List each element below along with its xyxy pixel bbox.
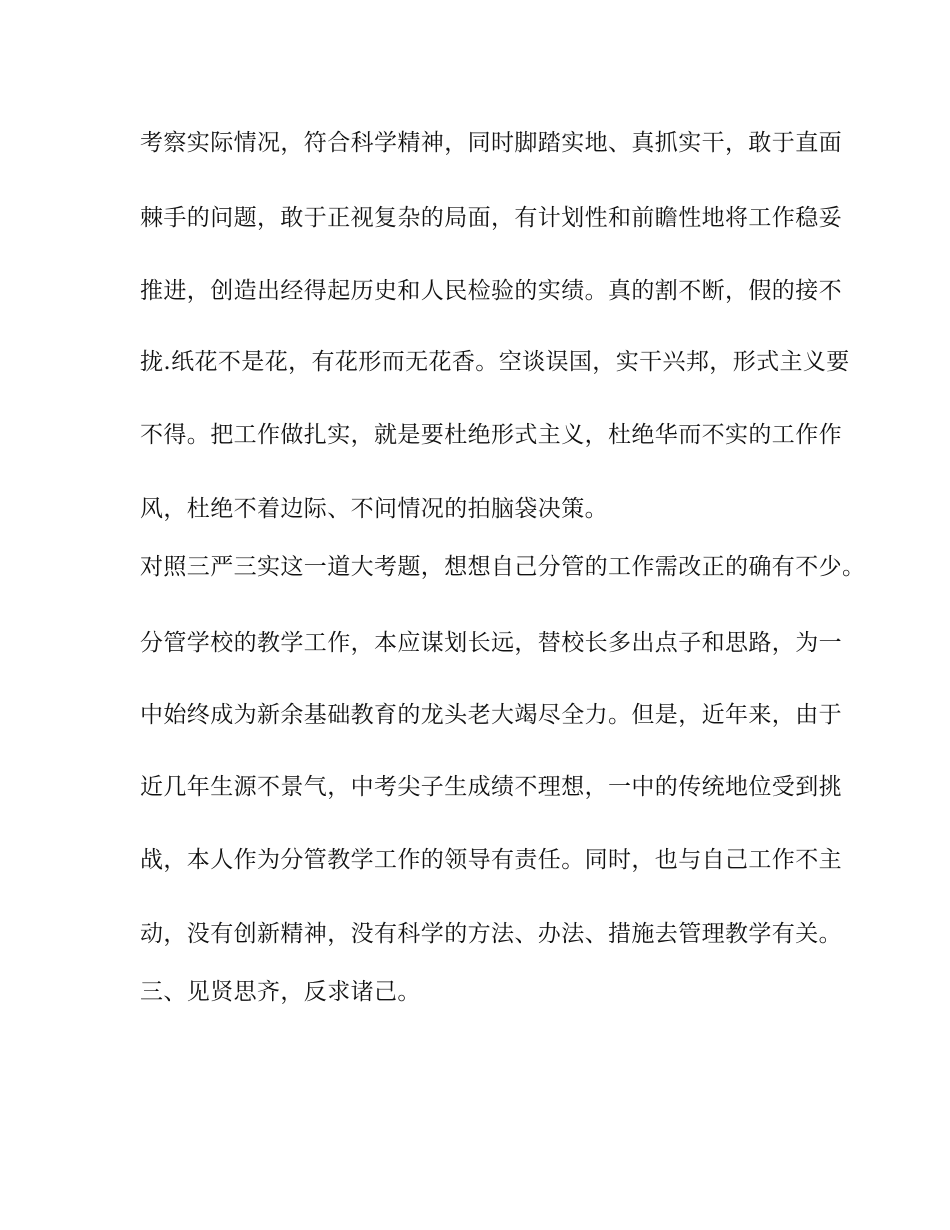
text-line: 推进，创造出经得起历史和人民检验的实绩。真的割不断，假的接不 [140, 278, 842, 304]
text-line: 分管学校的教学工作，本应谋划长远，替校长多出点子和思路，为一 [140, 630, 842, 656]
text-line: 中始终成为新余基础教育的龙头老大竭尽全力。但是，近年来，由于 [140, 702, 842, 728]
text-line: 棘手的问题，敢于正视复杂的局面，有计划性和前瞻性地将工作稳妥 [140, 205, 842, 231]
section-heading: 三、见贤思齐，反求诸己。 [140, 979, 421, 1005]
text-line: 考察实际情况，符合科学精神，同时脚踏实地、真抓实干，敢于直面 [140, 130, 842, 156]
text-line: 对照三严三实这一道大考题，想想自己分管的工作需改正的确有不少。 [140, 554, 866, 580]
text-line: 动，没有创新精神，没有科学的方法、办法、措施去管理教学有关。 [140, 921, 842, 947]
text-line: 战，本人作为分管教学工作的领导有责任。同时，也与自己工作不主 [140, 847, 842, 873]
text-line: 拢.纸花不是花，有花形而无花香。空谈误国，实干兴邦，形式主义要 [140, 349, 850, 375]
text-line: 风，杜绝不着边际、不问情况的拍脑袋决策。 [140, 496, 608, 522]
text-line: 不得。把工作做扎实，就是要杜绝形式主义，杜绝华而不实的工作作 [140, 422, 842, 448]
text-line: 近几年生源不景气，中考尖子生成绩不理想，一中的传统地位受到挑 [140, 774, 842, 800]
